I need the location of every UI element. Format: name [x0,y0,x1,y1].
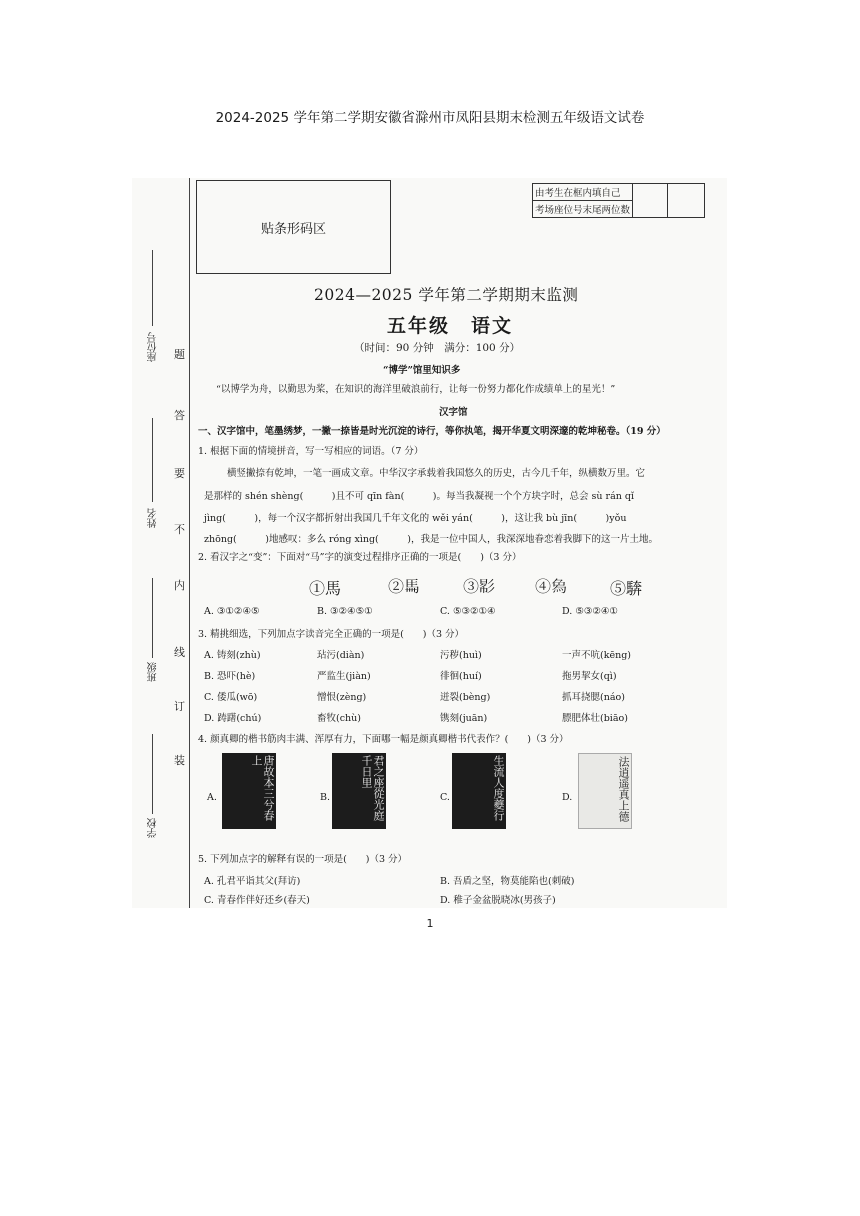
q5-option-c: C. 青春作伴好还乡(春天) [204,895,310,906]
section-1-heading: 一、汉字馆中，笔墨绣梦，一撇一捺皆是时光沉淀的诗行，等你执笔，揭开华夏文明深邃的乾坤秘卷。（19 分） [198,426,666,437]
q5-stem: 5. 下列加点字的解释有误的一项是( )（3 分） [198,854,408,865]
q3-cell: 憎恨(zèng) [317,692,367,703]
barcode-area: 贴条形码区 [196,180,391,274]
q1-passage-line: 是那样的 shén shèng( )且不可 qīn fàn( )。每当我凝视一个个方块字时，总会 sù rán qǐ [204,491,634,502]
q1-passage-line: 横竖撇捺有乾坤，一笔一画成文章。中华汉字承载着我国悠久的历史，古今几千年，纵横数万里。它 [227,468,646,479]
q5-option-b: B. 吾盾之坚，物莫能陷也(刺破) [440,876,575,887]
horse-glyph-1: ①馬 [309,579,342,598]
exam-subtitle: 2024—2025 学年第二学期期末监测 [314,286,579,304]
scanned-exam-page [132,178,727,908]
q3-cell: 玷污(diàn) [317,650,365,661]
q3-cell: 污秽(huì) [440,650,482,661]
q3-cell: A. 铸刻(zhù) [204,650,261,661]
seal-char: 内 [174,579,185,592]
seat-box-instruction-2: 考场座位号末尾两位数 [533,201,633,218]
field-school: 学校 [148,818,159,838]
q3-cell: B. 恐吓(hè) [204,671,256,682]
q5-option-d: D. 稚子金盆脱晓冰(男孩子) [440,895,556,906]
q2-option-c: C. ⑤③②①④ [440,606,496,617]
museum-heading: “博学”馆里知识多 [383,365,461,376]
seal-char: 答 [174,409,185,422]
q3-cell: 徘徊(huí) [440,671,482,682]
field-seat-number: 座位号 [148,332,159,362]
q3-cell: 迸裂(bèng) [440,692,491,703]
q5-option-a: A. 孔君平诣其父(拜访) [204,876,301,887]
seat-digit-box[interactable] [633,184,668,218]
time-score: （时间：90 分钟 满分：100 分） [354,342,521,354]
q3-cell: C. 倭瓜(wō) [204,692,258,703]
seat-box-instruction-1: 由考生在框内填自己 [533,184,633,201]
motto: “以博学为舟，以勤思为桨，在知识的海洋里破浪前行，让每一份努力都化作成绩单上的星光！” [216,384,616,395]
field-class: 班级 [148,662,159,682]
horse-glyph-2: ②𩡧 [388,577,421,596]
q3-cell: 拖男挈女(qì) [562,671,617,682]
calligraphy-sample-b: 君之座從光庭千日里 [332,753,386,829]
q4-label-a: A. [207,792,217,803]
q3-cell: 畜牧(chù) [317,713,361,724]
class-blank [152,578,153,658]
field-name: 姓名 [148,508,159,528]
school-blank [152,734,153,814]
horse-glyph-3: ③𢒠 [463,577,496,596]
q4-label-d: D. [562,792,573,803]
q3-cell: 抓耳挠腮(náo) [562,692,625,703]
q4-label-c: C. [440,792,450,803]
q2-option-b: B. ③②④⑤① [317,606,373,617]
q1-passage-line: zhōng( )地感叹：多么 róng xìng( )，我是一位中国人，我深深地眷恋着我脚下的这一片土地。 [204,534,658,545]
q3-cell: 膘肥体壮(biāo) [562,713,628,724]
calligraphy-sample-a: 唐故本三兮春上 [222,753,276,829]
q4-label-b: B. [320,792,331,803]
q3-cell: 一声不吭(kēng) [562,650,631,661]
seat-digit-box[interactable] [668,184,705,218]
seat-number-blank [152,250,153,326]
q2-stem: 2. 看汉字之“变”：下面对“马”字的演变过程排序正确的一项是( )（3 分） [198,552,522,563]
seat-number-box [532,183,705,218]
q4-stem: 4. 颜真卿的楷书筋肉丰满、浑厚有力，下面哪一幅是颜真卿楷书代表作？( )（3 分） [198,734,569,745]
q2-option-d: D. ⑤③②④① [562,606,618,617]
q3-stem: 3. 精挑细选，下列加点字读音完全正确的一项是( )（3 分） [198,629,465,640]
q2-option-a: A. ③①②④⑤ [204,606,260,617]
exam-title: 五年级 语文 [387,315,514,337]
seal-char: 订 [174,700,185,713]
seal-char: 不 [174,523,185,536]
q3-cell: 严监生(jiàn) [317,671,371,682]
horse-glyph-5: ⑤𩣺 [610,579,643,598]
q3-cell: D. 踌躇(chú) [204,713,262,724]
seal-char: 要 [174,467,185,480]
q1-stem: 1. 根据下面的情境拼音，写一写相应的词语。（7 分） [198,446,424,457]
horse-glyph-4: ④𤉢 [535,577,568,596]
hall-heading: 汉字馆 [439,407,468,418]
name-blank [152,418,153,502]
calligraphy-sample-c: 生流人度夔行 [452,753,506,829]
page-number: 1 [426,917,434,930]
calligraphy-sample-d: 法逍遥真上德 [578,753,632,829]
seal-char: 线 [174,646,185,659]
q3-cell: 镌刻(juān) [440,713,488,724]
seal-char: 题 [174,348,185,361]
binding-line [189,178,190,908]
document-title: 2024-2025 学年第二学期安徽省滁州市凤阳县期末检测五年级语文试卷 [215,110,645,126]
seal-char: 装 [174,754,185,767]
q1-passage-line: jìng( )，每一个汉字都折射出我国几千年文化的 wěi yán( )，这让我 bù jīn( )yǒu [204,513,627,524]
